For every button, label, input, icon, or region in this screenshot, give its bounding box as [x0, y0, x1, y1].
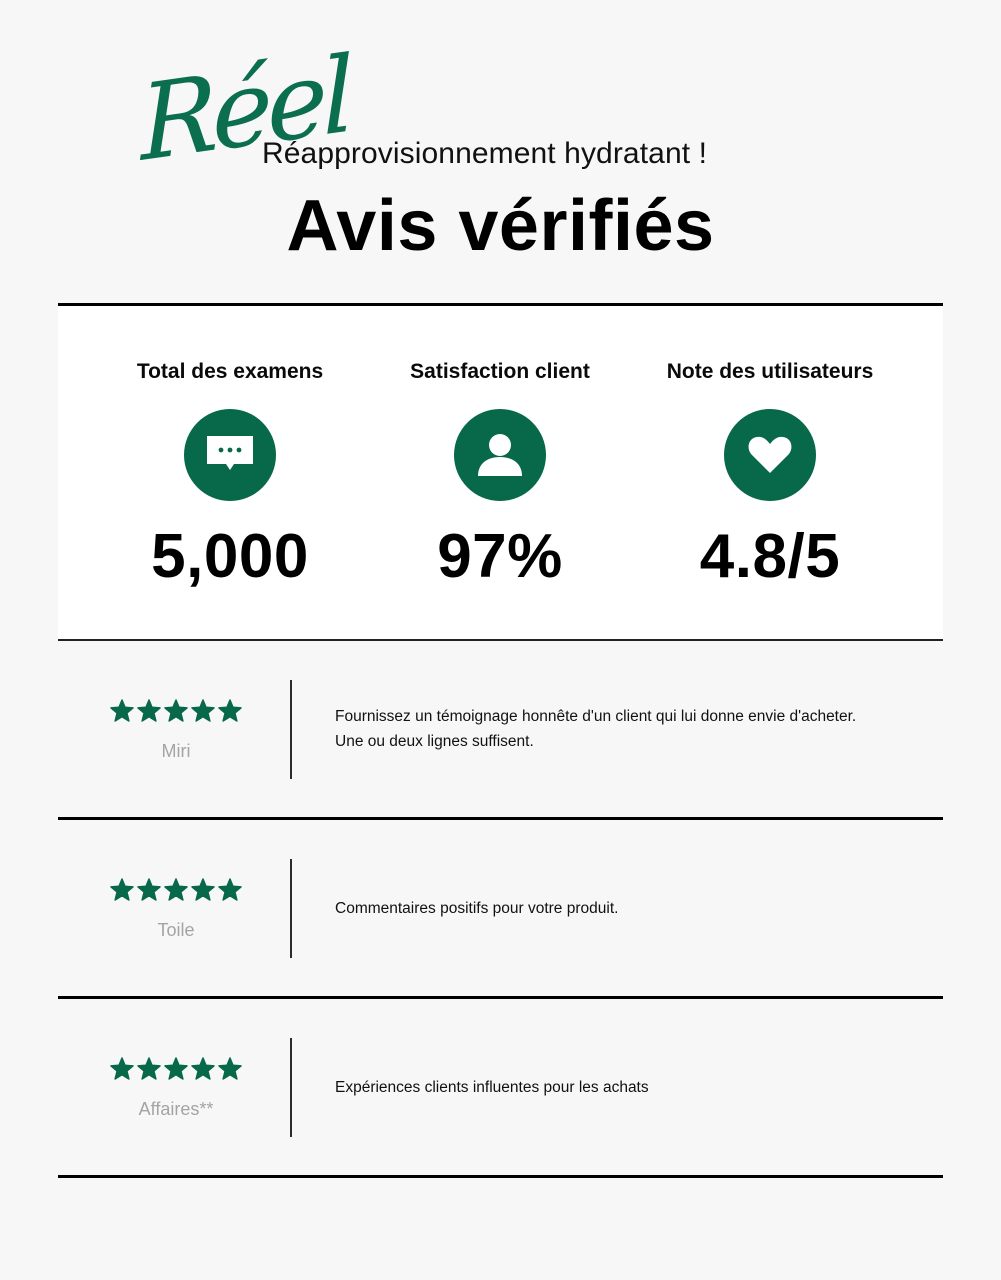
chat-bubble-icon — [184, 409, 276, 501]
reviewer-name: Affaires** — [138, 1099, 214, 1119]
star-icon — [191, 1057, 215, 1080]
stat-label: Total des examens — [136, 360, 324, 383]
stat-label: Satisfaction client — [410, 360, 590, 383]
reviewer-name: Toile — [157, 920, 195, 940]
review-text — [335, 1075, 903, 1100]
vertical-divider — [290, 859, 292, 958]
user-icon — [454, 409, 546, 501]
star-rating — [58, 878, 294, 901]
star-icon — [164, 699, 188, 722]
stat-value: 97% — [437, 522, 563, 591]
star-icon — [191, 878, 215, 901]
vertical-divider — [290, 680, 292, 779]
vertical-divider — [290, 1038, 292, 1137]
review-text-line: Fournissez un témoignage honnête d'un client qui lui donne envie d'acheter. — [335, 708, 857, 725]
star-icon — [137, 878, 161, 901]
star-rating — [58, 1057, 294, 1080]
stats-panel — [58, 303, 943, 641]
star-rating — [58, 699, 294, 722]
review-item — [58, 820, 943, 999]
review-rating-block — [58, 820, 294, 996]
star-icon — [218, 1057, 242, 1080]
stat-customer-satisfaction — [350, 306, 650, 639]
script-accent-word: Réel — [138, 33, 351, 186]
star-icon — [191, 699, 215, 722]
review-rating-block — [58, 641, 294, 817]
star-icon — [164, 878, 188, 901]
heart-icon — [724, 409, 816, 501]
star-icon — [110, 1057, 134, 1080]
review-rating-block — [58, 999, 294, 1175]
review-text-line: Une ou deux lignes suffisent. — [335, 733, 534, 750]
review-text-line: Expériences clients influentes pour les achats — [335, 1079, 649, 1096]
star-icon — [218, 878, 242, 901]
star-icon — [218, 699, 242, 722]
stat-total-reviews — [80, 306, 380, 639]
review-item — [58, 999, 943, 1178]
review-item — [58, 641, 943, 820]
stat-value: 5,000 — [151, 522, 309, 591]
star-icon — [110, 878, 134, 901]
review-text — [335, 704, 903, 754]
review-text-line: Commentaires positifs pour votre produit. — [335, 900, 619, 917]
star-icon — [164, 1057, 188, 1080]
star-icon — [110, 699, 134, 722]
star-icon — [137, 1057, 161, 1080]
star-icon — [137, 699, 161, 722]
stat-label: Note des utilisateurs — [666, 360, 874, 383]
subtitle: Réapprovisionnement hydratant ! — [262, 137, 708, 170]
stat-value: 4.8/5 — [699, 522, 841, 591]
stat-user-rating — [620, 306, 920, 639]
review-text — [335, 896, 903, 921]
page-title: Avis vérifiés — [286, 186, 715, 266]
reviewer-name: Miri — [161, 741, 191, 761]
